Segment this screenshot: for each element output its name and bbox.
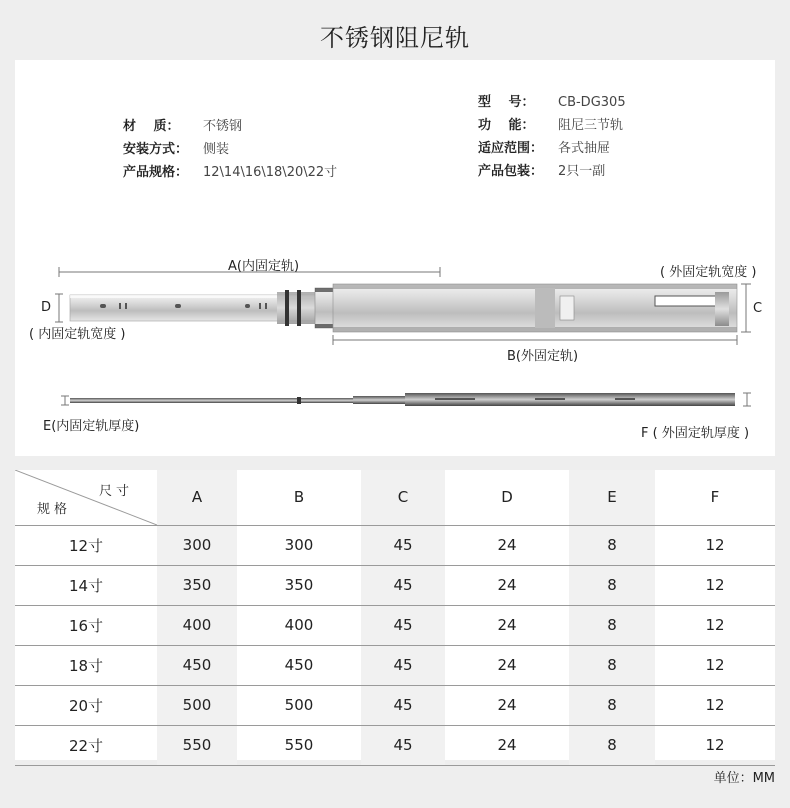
- dim-e-line: [61, 396, 69, 405]
- corner-top-label: 尺寸: [98, 484, 133, 499]
- table-cell: 550: [237, 725, 361, 765]
- table-cell: 8: [569, 565, 655, 605]
- table-cell: 24: [445, 525, 569, 565]
- dim-b-label: B(外固定轨): [507, 349, 579, 364]
- spec-scope: 适应范围： 各式抽屉: [478, 141, 611, 156]
- table-row: [15, 645, 775, 685]
- table-cell: 400: [237, 605, 361, 645]
- table-header-b: B: [237, 470, 361, 525]
- table-cell-size: 14寸: [15, 565, 157, 605]
- outer-rail-image: [333, 284, 737, 332]
- table-cell: 24: [445, 685, 569, 725]
- unit-label: 单位：MM: [713, 771, 775, 786]
- table-cell: 45: [361, 645, 445, 685]
- table-cell: 8: [569, 685, 655, 725]
- dim-d-line: [55, 294, 63, 322]
- table-cell: 300: [157, 525, 237, 565]
- rail-side-view: [70, 393, 735, 406]
- table-cell-size: 22寸: [15, 725, 157, 765]
- table-cell: 45: [361, 605, 445, 645]
- spec-package: 产品包装： 2只一副: [478, 164, 606, 179]
- spec-material: 材 质： 不锈钢: [123, 119, 243, 134]
- table-cell: 350: [157, 565, 237, 605]
- table-cell: 450: [157, 645, 237, 685]
- table-cell: 12: [655, 725, 775, 765]
- dim-e-label: E(内固定轨厚度): [43, 419, 140, 434]
- table-cell: 12: [655, 525, 775, 565]
- table-header-e: E: [569, 470, 655, 525]
- dim-f-label: F ( 外固定轨厚度 ): [641, 426, 750, 441]
- table-cell: 45: [361, 685, 445, 725]
- spec-size: 产品规格： 12\14\16\18\20\22寸: [123, 165, 338, 180]
- table-cell: 8: [569, 645, 655, 685]
- table-cell: 450: [237, 645, 361, 685]
- table-cell: 12: [655, 565, 775, 605]
- table-cell: 550: [157, 725, 237, 765]
- dim-c-label: C: [753, 301, 763, 316]
- spec-model: 型 号： CB-DG305: [478, 95, 626, 110]
- spec-function: 功 能： 阻尼三节轨: [478, 118, 624, 133]
- dim-d-desc: ( 内固定轨宽度 ): [29, 327, 126, 342]
- table-cell: 45: [361, 525, 445, 565]
- table-cell: 500: [157, 685, 237, 725]
- spec-table-container: [15, 470, 775, 760]
- table-row: [15, 525, 775, 565]
- table-cell: 24: [445, 645, 569, 685]
- dim-a-label: A(内固定轨): [228, 259, 300, 274]
- table-cell: 300: [237, 525, 361, 565]
- table-cell: 12: [655, 605, 775, 645]
- table-cell-size: 18寸: [15, 645, 157, 685]
- table-cell: 12: [655, 645, 775, 685]
- table-header-c: C: [361, 470, 445, 525]
- table-header-a: A: [157, 470, 237, 525]
- table-row: [15, 565, 775, 605]
- table-cell-size: 20寸: [15, 685, 157, 725]
- table-cell: 24: [445, 725, 569, 765]
- table-row: [15, 685, 775, 725]
- table-cell: 350: [237, 565, 361, 605]
- table-header-f: F: [655, 470, 775, 525]
- table-cell: 45: [361, 565, 445, 605]
- table-cell: 45: [361, 725, 445, 765]
- table-cell: 24: [445, 565, 569, 605]
- table-cell: 400: [157, 605, 237, 645]
- corner-bottom-label: 规格: [37, 501, 72, 517]
- table-header-row: [15, 470, 775, 525]
- table-cell-size: 12寸: [15, 525, 157, 565]
- table-cell: 500: [237, 685, 361, 725]
- spec-table: [15, 470, 775, 766]
- table-row: [15, 725, 775, 765]
- page-title: 不锈钢阻尼轨: [320, 24, 470, 52]
- dim-b-line: [333, 335, 737, 345]
- dim-c-desc: ( 外固定轨宽度 ): [660, 265, 757, 280]
- dim-c-line: [741, 284, 751, 332]
- rail-diagram: [15, 60, 775, 456]
- table-cell: 12: [655, 685, 775, 725]
- table-cell: 8: [569, 525, 655, 565]
- table-cell: 8: [569, 605, 655, 645]
- table-cell: 8: [569, 725, 655, 765]
- table-cell-size: 16寸: [15, 605, 157, 645]
- table-header-d: D: [445, 470, 569, 525]
- table-corner-cell: [15, 470, 157, 525]
- table-row: [15, 605, 775, 645]
- spec-card: [15, 60, 775, 456]
- dim-f-line: [743, 393, 751, 406]
- table-cell: 24: [445, 605, 569, 645]
- spec-install: 安装方式： 侧装: [123, 142, 230, 157]
- dim-d-label: D: [41, 300, 52, 315]
